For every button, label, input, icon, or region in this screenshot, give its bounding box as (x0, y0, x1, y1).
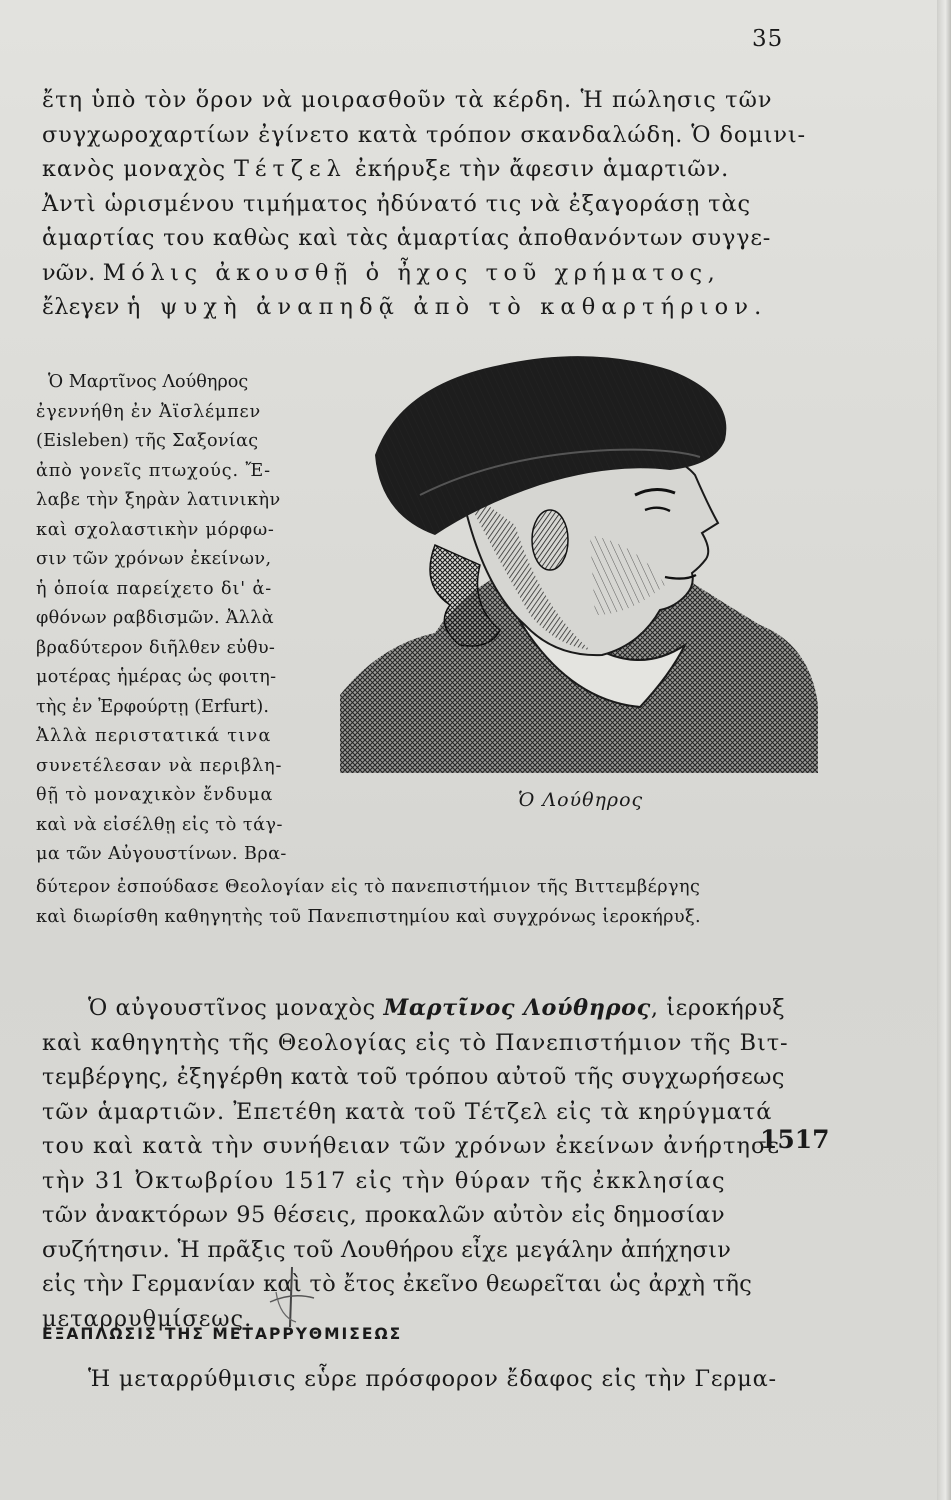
text-fragment: , ἱεροκήρυξ (650, 995, 786, 1021)
text-fragment: ἔλεγεν (42, 294, 127, 320)
section-paragraph (42, 1362, 822, 1397)
bio-line: ἀπὸ γονεῖς πτωχούς. Ἔ- (36, 460, 272, 481)
text-fragment: κανὸς μοναχὸς (42, 156, 234, 182)
bio-line: συνετέλεσαν νὰ περιβλη- (36, 755, 283, 776)
bold-name: Μαρτῖνος Λούθηρος (383, 995, 651, 1021)
text-line: μεταρρυθμίσεως. (42, 1305, 253, 1332)
text-line: συζήτησιν. Ἡ πρᾶξις τοῦ Λουθήρου εἶχε μεγάλην ἀπήχησιν (42, 1236, 732, 1263)
text-line (42, 256, 832, 291)
bio-line: ἡ ὁποία παρείχετο δι' ἀ- (36, 578, 273, 599)
spaced-quote: Μόλις ἀκουσθῇ ὁ ἦχος τοῦ χρήματος, (102, 259, 721, 286)
bio-line: καὶ διωρίσθη καθηγητὴς τοῦ Πανεπιστημίου καὶ συγχρόνως ἱεροκήρυξ. (36, 907, 702, 927)
text-line: του καὶ κατὰ τὴν συνήθειαν τῶν χρόνων ἐκείνων ἀνήρτησε (42, 1133, 781, 1159)
text-line (42, 290, 832, 325)
bio-line: τὴς ἐν Ἐρφούρτῃ (Erfurt). (36, 696, 270, 717)
intro-paragraph (42, 83, 832, 325)
text-line (42, 152, 832, 187)
bio-line: μα τῶν Αὐγουστίνων. Βρα- (36, 844, 287, 864)
bio-line: φθόνων ραβδισμῶν. Ἀλλὰ (36, 608, 274, 628)
text-line (42, 118, 832, 153)
text-line: Ἀντὶ ὡρισμένου τιμήματος ἠδύνατό τις νὰ ἐξαγοράσῃ τὰς (42, 190, 751, 217)
text-line: τῶν ἁμαρτιῶν. Ἐπετέθη κατὰ τοῦ Τέτζελ εἰς τὰ κηρύγματά (42, 1098, 773, 1125)
pencil-mark (262, 1262, 322, 1332)
page-edge (937, 0, 951, 1500)
text-fragment: συγχωροχαρτίων ἐγίνετο κατὰ τρόπον σκανδαλώδη. Ὁ δομινι- (42, 121, 807, 148)
text-line: τεμβέργης, ἐξηγέρθη κατὰ τοῦ τρόπου αὐτοῦ τῆς συγχωρήσεως (42, 1064, 785, 1090)
bio-line: Ὁ Μαρτῖνος Λούθηρος (48, 372, 249, 392)
text-line: τῶν ἀνακτόρων 95 θέσεις, προκαλῶν αὐτὸν εἰς δημοσίαν (42, 1202, 726, 1228)
bio-line: σιν τῶν χρόνων ἐκείνων, (36, 549, 272, 569)
text-line: τὴν 31 Ὀκτωβρίου 1517 εἰς τὴν θύραν τῆς ἐκκλησίας (42, 1167, 727, 1194)
text-line: Ἡ μεταρρύθμισις εὗρε πρόσφορον ἔδαφος εἰς τὴν Γερμα- (88, 1366, 777, 1392)
main-paragraph (42, 991, 822, 1336)
section-heading: ΕΞΑΠΛΩΣΙΣ ΤΗΣ ΜΕΤΑΡΡΥΘΜΙΣΕΩΣ (42, 1325, 403, 1343)
margin-year: 1517 (760, 1125, 830, 1154)
text-fragment: νῶν. (42, 259, 103, 286)
bio-line: θῇ τὸ μοναχικὸν ἔνδυμα (36, 785, 274, 805)
bio-line: καὶ νὰ εἰσέλθῃ εἰς τὸ τάγ- (36, 814, 284, 835)
portrait-caption: Ὁ Λούθηρος (518, 789, 644, 811)
text-line: ἁμαρτίας του καθὼς καὶ τὰς ἁμαρτίας ἀποθανόντων συγγε- (42, 225, 772, 251)
bio-line: βραδύτερον διῆλθεν εὐθυ- (36, 637, 276, 658)
bio-continuation (36, 872, 826, 932)
luther-portrait-engraving (340, 345, 818, 773)
text-fragment: Ὁ αὐγουστῖνος μοναχὸς (88, 995, 384, 1021)
bio-line: ἐγεννήθη ἐν Ἀϊσλέμπεν (36, 401, 261, 422)
text-line: ἔτη ὑπὸ τὸν ὅρον νὰ μοιρασθοῦν τὰ κέρδη. Ἡ πώλησις τῶν (42, 87, 773, 113)
bio-line: λαβε τὴν ξηρὰν λατινικὴν (36, 490, 281, 510)
text-line: καὶ καθηγητὴς τῆς Θεολογίας εἰς τὸ Πανεπιστήμιον τῆς Βιτ- (42, 1029, 789, 1056)
bio-line: (Eisleben) τῆς Σαξονίας (36, 431, 259, 451)
bio-line: Ἀλλὰ περιστατικά τινα (36, 726, 272, 746)
text-fragment: ἐκήρυξε τὴν ἄφεσιν ἁμαρτιῶν. (346, 156, 730, 182)
bio-line: μοτέρας ἡμέρας ὡς φοιτη- (36, 667, 277, 687)
bio-line: δύτερον ἐσπούδασε Θεολογίαν εἰς τὸ πανεπιστήμιον τῆς Βιττεμβέργης (36, 877, 701, 897)
bio-line: καὶ σχολαστικὴν μόρφω- (36, 519, 275, 540)
spaced-quote: ἡ ψυχὴ ἀναπηδᾷ ἀπὸ τὸ καθαρτήριον. (126, 294, 768, 320)
bio-column (36, 368, 336, 870)
spaced-name: Τέτζελ (233, 156, 347, 182)
page-number: 35 (752, 26, 784, 52)
text-line: εἰς τὴν Γερμανίαν καὶ τὸ ἔτος ἐκεῖνο θεωρεῖται ὡς ἀρχὴ τῆς (42, 1271, 753, 1297)
text-line (42, 991, 822, 1026)
